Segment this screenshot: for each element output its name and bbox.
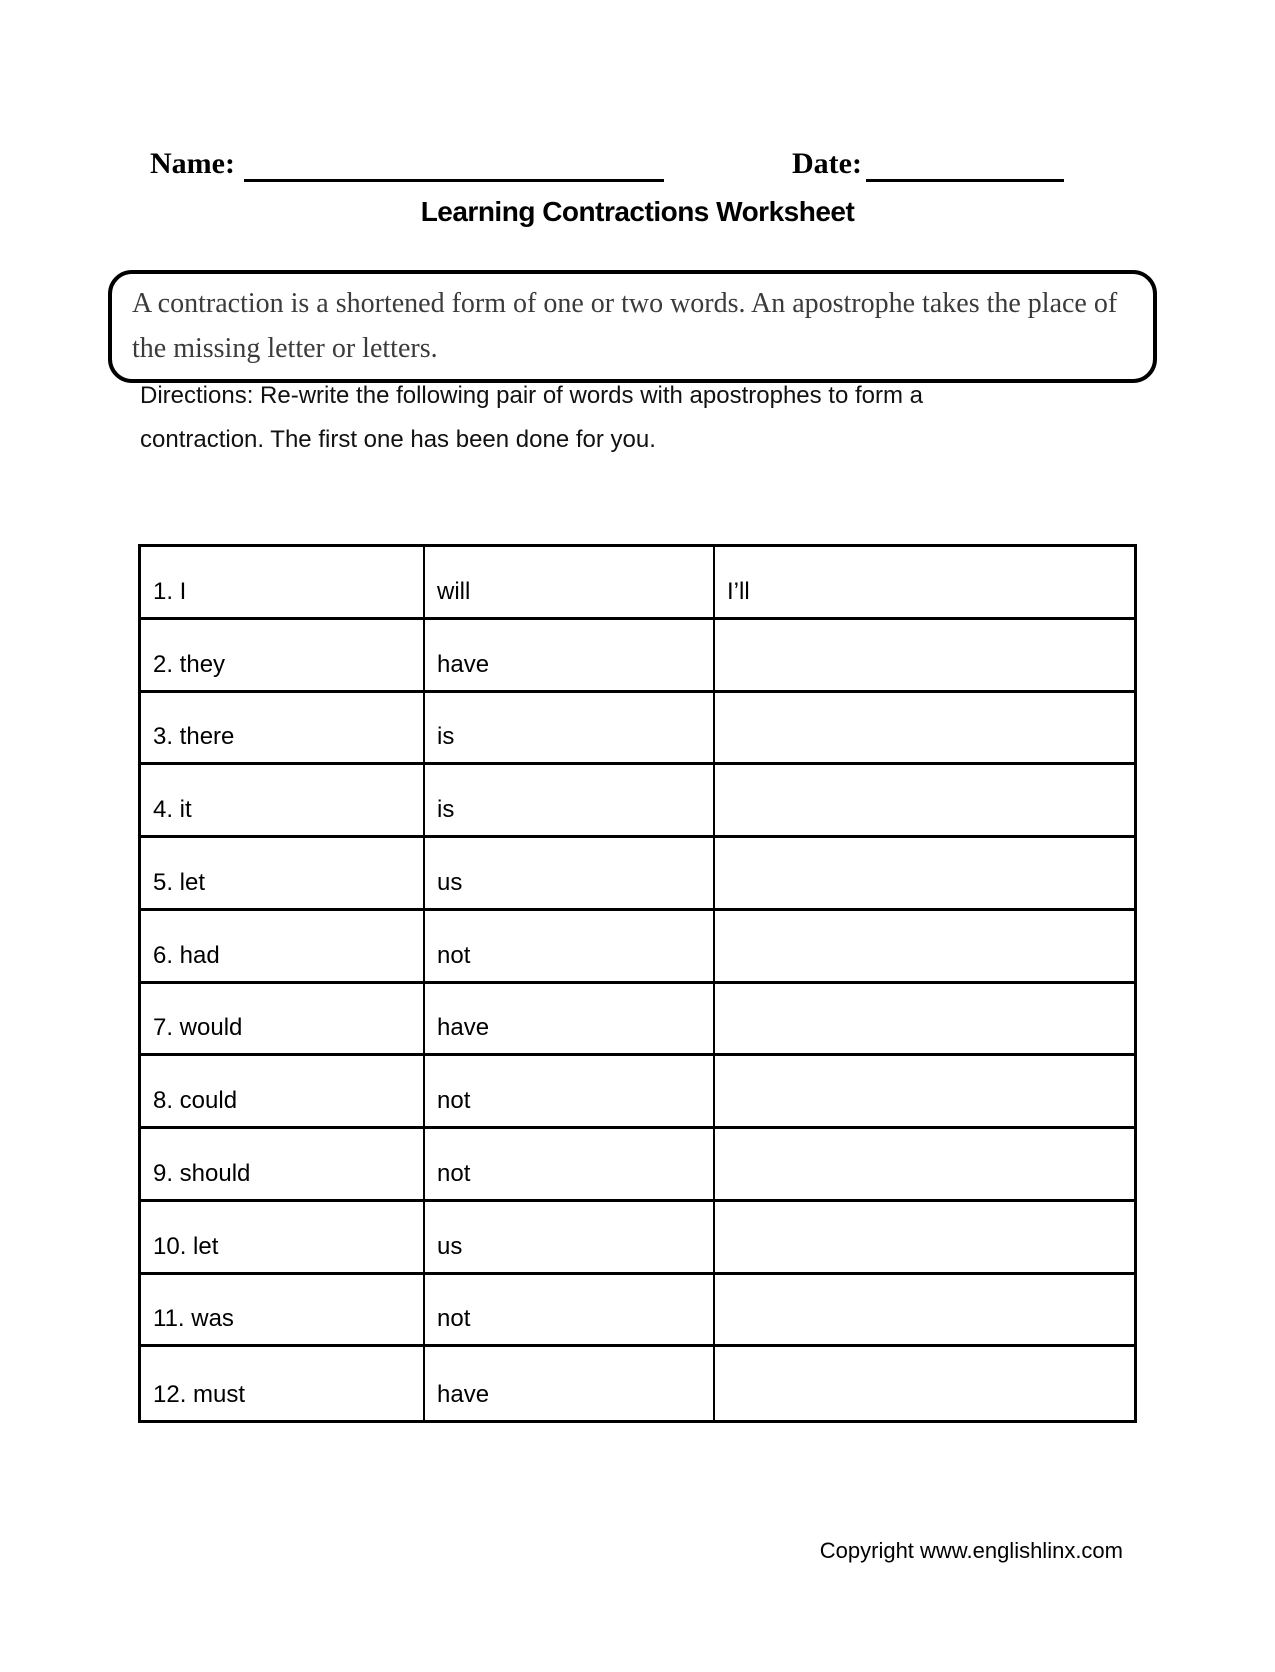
date-label: Date: — [792, 147, 862, 180]
cell-first-word: 1. I — [141, 547, 425, 620]
cell-second-word: not — [425, 1129, 715, 1202]
cell-second-word: us — [425, 838, 715, 911]
cell-second-word: have — [425, 1347, 715, 1420]
cell-first-word: 7. would — [141, 984, 425, 1057]
cell-first-word: 9. should — [141, 1129, 425, 1202]
cell-second-word: have — [425, 620, 715, 693]
cell-second-word: is — [425, 693, 715, 766]
definition-text: A contraction is a shortened form of one or two words. An apostrophe takes the place of the missing letter or letters. — [132, 288, 1118, 364]
cell-first-word: 8. could — [141, 1056, 425, 1129]
copyright-text: Copyright www.englishlinx.com — [819, 1538, 1123, 1563]
cell-second-word: have — [425, 984, 715, 1057]
cell-contraction: I’ll — [715, 547, 1134, 620]
cell-contraction — [715, 693, 1134, 766]
directions-text: Directions: Re-write the following pair of words with apostrophes to form a contraction. The first one has been done for you. — [140, 382, 923, 453]
cell-first-word: 6. had — [141, 911, 425, 984]
cell-contraction — [715, 838, 1134, 911]
definition-box — [108, 270, 1157, 383]
name-label: Name: — [150, 147, 235, 180]
cell-contraction — [715, 620, 1134, 693]
worksheet-table — [138, 544, 1137, 1423]
cell-contraction — [715, 1275, 1134, 1348]
cell-second-word: not — [425, 1275, 715, 1348]
page-title: Learning Contractions Worksheet — [420, 196, 855, 227]
cell-contraction — [715, 911, 1134, 984]
cell-first-word: 10. let — [141, 1202, 425, 1275]
cell-first-word: 3. there — [141, 693, 425, 766]
cell-contraction — [715, 1202, 1134, 1275]
cell-contraction — [715, 984, 1134, 1057]
cell-second-word: us — [425, 1202, 715, 1275]
cell-first-word: 12. must — [141, 1347, 425, 1420]
name-blank-line — [244, 179, 664, 182]
cell-first-word: 4. it — [141, 765, 425, 838]
date-blank-line — [866, 179, 1064, 182]
cell-second-word: not — [425, 1056, 715, 1129]
cell-first-word: 5. let — [141, 838, 425, 911]
cell-contraction — [715, 1056, 1134, 1129]
cell-contraction — [715, 1347, 1134, 1420]
cell-first-word: 2. they — [141, 620, 425, 693]
cell-first-word: 11. was — [141, 1275, 425, 1348]
cell-second-word: not — [425, 911, 715, 984]
cell-second-word: is — [425, 765, 715, 838]
cell-contraction — [715, 765, 1134, 838]
cell-contraction — [715, 1129, 1134, 1202]
cell-second-word: will — [425, 547, 715, 620]
